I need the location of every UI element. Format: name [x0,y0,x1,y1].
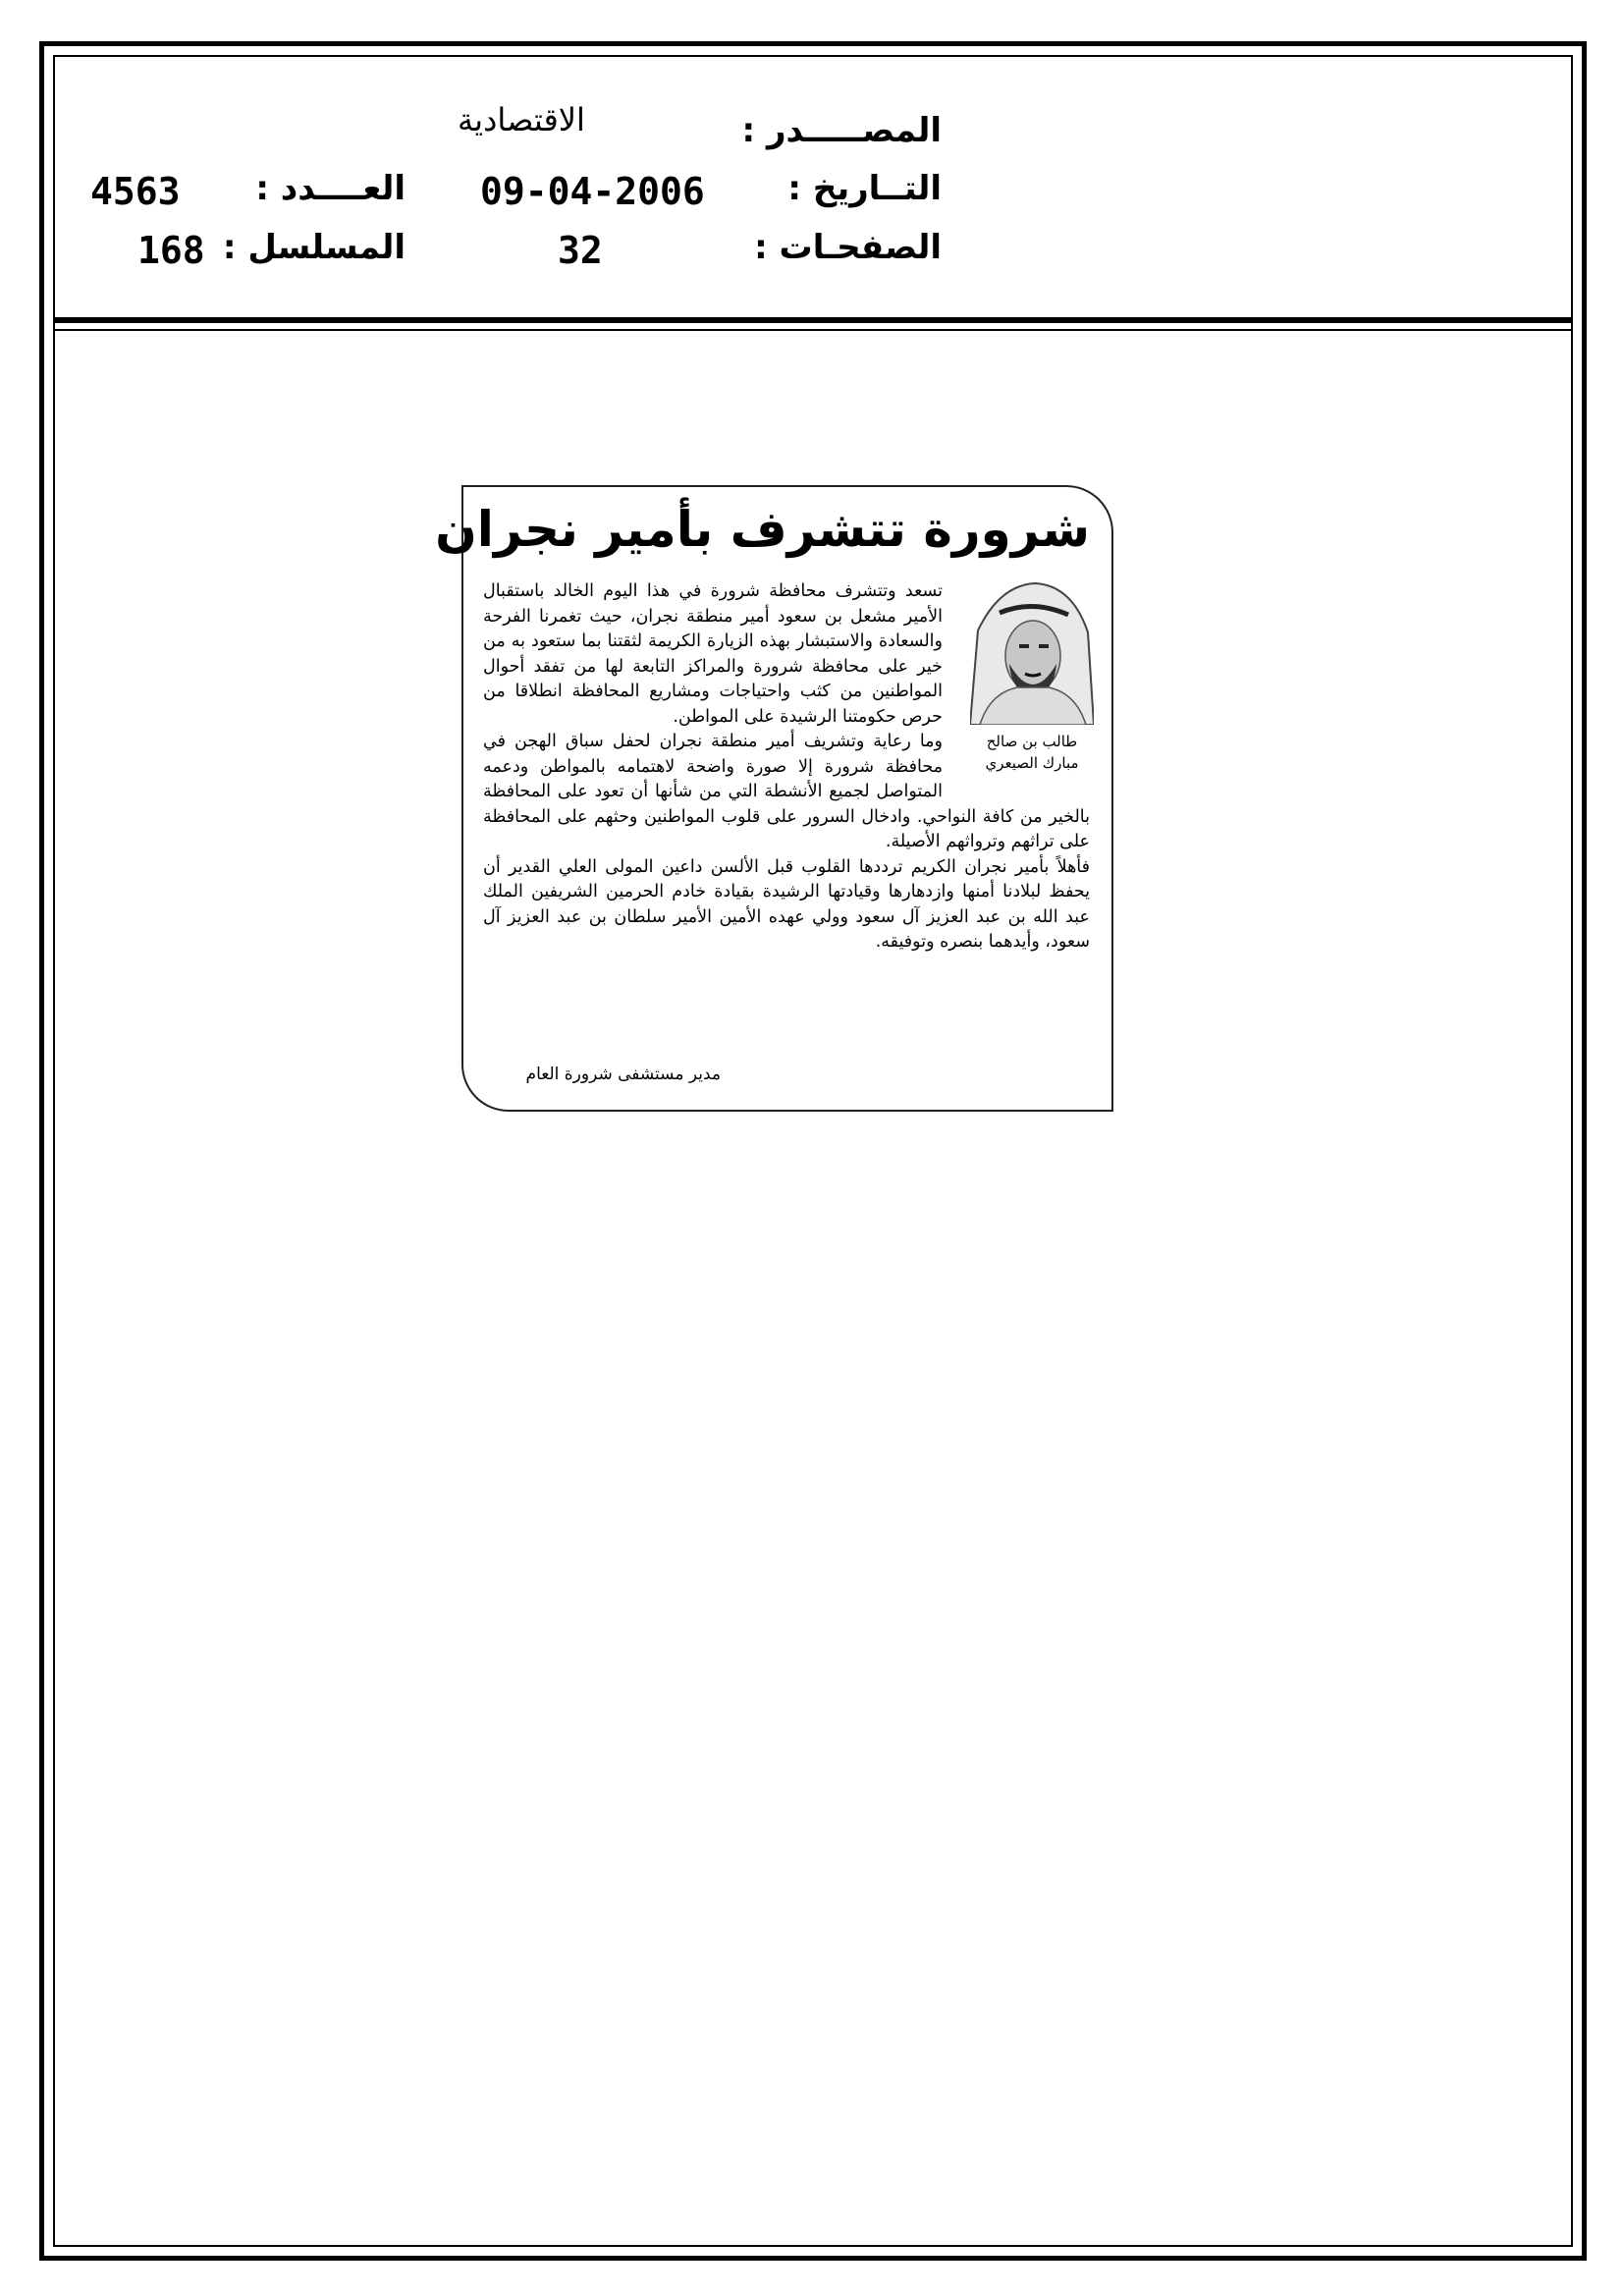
header-divider-thick [53,317,1573,323]
date-label: التــاريخ : [787,169,942,208]
article-paragraph: تسعد وتتشرف محافظة شرورة في هذا اليوم الخالد باستقبال الأمير مشعل بن سعود أمير منطقة نجران، حيث تغمرنا الفرحة والسعادة والاستبشار بهذه الزيارة الكريمة لثقتنا بما ستعود به من خير على محافظة شرورة والمراكز التابعة لها من تفقد أحوال المواطنين من كثب واحتياجات ومشاريع المحافظة انطلاقا من حرص حكومتنا الرشيدة على المواطن. [483,581,943,727]
article-paragraph: فأهلاً بأمير نجران الكريم ترددها القلوب قبل الألسن داعين المولى العلي القدير أن يحفظ لبلادنا أمنها وازدهارها وقيادتها الرشيدة بقيادة خادم الحرمين الشريفين الملك عبد الله بن عبد العزيز آل سعود وولي عهده الأمين الأمير سلطان بن عبد العزيز آل سعود، وأيدهما بنصره وتوفيقه. [483,856,1090,952]
page-inner-border [53,55,1573,2247]
issue-value: 4563 [90,170,181,213]
pages-label: الصفحـات : [754,228,942,267]
author-caption-line2: مبارك الصيعري [985,754,1079,772]
date-value: 09-04-2006 [480,170,705,213]
pages-value: 32 [558,229,603,272]
source-value: الاقتصادية [458,101,585,138]
newspaper-clipping [435,485,1113,1112]
serial-value: 168 [137,229,205,272]
serial-label: المسلسل : [222,228,406,267]
article-title: شرورة تتشرف بأمير نجران [435,501,1090,558]
article-paragraph: وما رعاية وتشريف أمير منطقة نجران لحفل سباق الهجن في محافظة شرورة إلا صورة واضحة لاهتمامه بالمواطن ودعمه المتواصل لجميع الأنشطة التي من شأنها أن تعود على المحافظة بالخير من كافة النواحي. وادخال السرور على قلوب المواطنين وحثهم على المحافظة على تراثهم وترواثهم الأصيلة. [483,732,1090,851]
author-caption-line1: طالب بن صالح [986,733,1078,750]
article-signature: مدير مستشفى شرورة العام [525,1065,721,1084]
article-body [483,579,1090,956]
source-label: المصـــــدر : [741,111,942,150]
header-divider-thin [53,329,1573,331]
issue-label: العــــدد : [255,169,406,208]
